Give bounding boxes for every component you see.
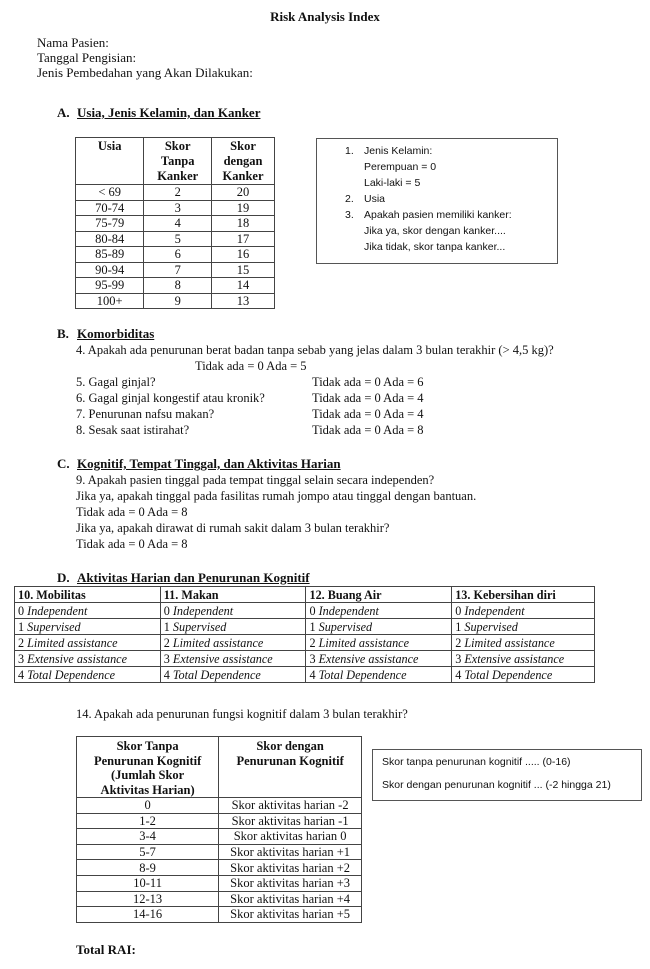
cell-score-no-cancer: 7 (144, 262, 212, 278)
col-header-mobilitas: 10. Mobilitas (15, 587, 161, 603)
fill-date-field: Tanggal Pengisian: (37, 50, 137, 65)
table-row (76, 262, 275, 278)
cell-score-cancer: 13 (212, 293, 275, 309)
section-letter: A. (57, 105, 70, 120)
question-5: 5. Gagal ginjal? (76, 375, 156, 389)
cell-adl-sum: 1-2 (77, 813, 219, 829)
cell-adl-sum: 12-13 (77, 891, 219, 907)
question-5-scoring: Tidak ada = 0 Ada = 6 (312, 375, 424, 389)
cell-level: 4 Total Dependence (452, 667, 595, 683)
section-a-notes-box: 1. Jenis Kelamin: Perempuan = 0 Laki-laki = 5 2. Usia 3. Apakah pasien memiliki kanker: Jika ya, skor dengan kanker.... Jika tidak, skor tanpa kanker... (316, 138, 558, 264)
cell-adjusted-score: Skor aktivitas harian +3 (219, 875, 362, 891)
cell-level: 3 Extensive assistance (306, 651, 452, 667)
question-14: 14. Apakah ada penurunan fungsi kognitif dalam 3 bulan terakhir? (76, 707, 408, 721)
question-9-followup-a: Jika ya, apakah tinggal pada fasilitas rumah jompo atau tinggal dengan bantuan. (76, 489, 477, 503)
section-a-heading (57, 105, 260, 121)
surgery-type-field: Jenis Pembedahan yang Akan Dilakukan: (37, 65, 253, 80)
cell-age: 100+ (76, 293, 144, 309)
cell-score-cancer: 20 (212, 185, 275, 201)
cell-level: 4 Total Dependence (15, 667, 161, 683)
cell-adl-sum: 3-4 (77, 829, 219, 845)
cell-score-no-cancer: 6 (144, 247, 212, 263)
question-9: 9. Apakah pasien tinggal pada tempat tinggal selain secara independen? (76, 473, 435, 487)
question-6-scoring: Tidak ada = 0 Ada = 4 (312, 391, 424, 405)
cell-adjusted-score: Skor aktivitas harian +4 (219, 891, 362, 907)
cell-level: 4 Total Dependence (306, 667, 452, 683)
cell-score-cancer: 18 (212, 216, 275, 232)
cell-level: 3 Extensive assistance (452, 651, 595, 667)
table-row (76, 293, 275, 309)
table-header-row (15, 587, 595, 603)
cell-level: 0 Independent (306, 603, 452, 619)
table-row (15, 667, 595, 683)
question-4: 4. Apakah ada penurunan berat badan tanpa sebab yang jelas dalam 3 bulan terakhir (> 4,5 kg)? (76, 343, 554, 357)
cell-score-no-cancer: 2 (144, 185, 212, 201)
cell-age: 85-89 (76, 247, 144, 263)
table-header-row (76, 138, 275, 185)
cognitive-summary-box (372, 749, 642, 801)
cell-score-no-cancer: 5 (144, 231, 212, 247)
cell-score-cancer: 17 (212, 231, 275, 247)
cell-level: 1 Supervised (160, 619, 306, 635)
section-d-heading (57, 570, 310, 586)
cell-score-no-cancer: 3 (144, 200, 212, 216)
cell-level: 0 Independent (160, 603, 306, 619)
cell-score-cancer: 15 (212, 262, 275, 278)
cell-score-no-cancer: 4 (144, 216, 212, 232)
cell-adjusted-score: Skor aktivitas harian -1 (219, 813, 362, 829)
table-row (76, 200, 275, 216)
table-row (77, 813, 362, 829)
cognitive-score-table (76, 736, 362, 923)
summary-line-with-decline: Skor dengan penurunan kognitif ... (-2 hingga 21) (382, 779, 611, 791)
table-row (76, 247, 275, 263)
table-row (76, 231, 275, 247)
table-row (15, 603, 595, 619)
table-row (15, 635, 595, 651)
col-header-makan: 11. Makan (160, 587, 306, 603)
table-row (77, 907, 362, 923)
cell-age: < 69 (76, 185, 144, 201)
col-header-buang-air: 12. Buang Air (306, 587, 452, 603)
cell-adjusted-score: Skor aktivitas harian +5 (219, 907, 362, 923)
cell-level: 1 Supervised (452, 619, 595, 635)
question-7-scoring: Tidak ada = 0 Ada = 4 (312, 407, 424, 421)
col-header-usia: Usia (76, 138, 144, 185)
table-row (15, 619, 595, 635)
cell-score-no-cancer: 8 (144, 278, 212, 294)
cell-score-cancer: 19 (212, 200, 275, 216)
table-row (77, 860, 362, 876)
cell-level: 1 Supervised (15, 619, 161, 635)
cell-age: 75-79 (76, 216, 144, 232)
question-8-scoring: Tidak ada = 0 Ada = 8 (312, 423, 424, 437)
cell-age: 80-84 (76, 231, 144, 247)
table-row (76, 278, 275, 294)
col-header-skor-dengan-penurunan: Skor dengan Penurunan Kognitif (219, 737, 362, 798)
question-9-scoring-b: Tidak ada = 0 Ada = 8 (76, 537, 188, 551)
col-header-skor-dengan-kanker: Skor dengan Kanker (212, 138, 275, 185)
cell-level: 2 Limited assistance (306, 635, 452, 651)
table-row (77, 829, 362, 845)
summary-line-without-decline: Skor tanpa penurunan kognitif ..... (0-16) (382, 756, 571, 768)
question-9-scoring-a: Tidak ada = 0 Ada = 8 (76, 505, 188, 519)
cell-level: 3 Extensive assistance (160, 651, 306, 667)
cell-level: 4 Total Dependence (160, 667, 306, 683)
table-row (77, 891, 362, 907)
table-row (77, 798, 362, 814)
cell-level: 0 Independent (15, 603, 161, 619)
cell-level: 2 Limited assistance (160, 635, 306, 651)
section-letter: D. (57, 570, 70, 585)
section-title: Usia, Jenis Kelamin, dan Kanker (77, 105, 261, 120)
document-title: Risk Analysis Index (270, 9, 380, 24)
cell-adl-sum: 10-11 (77, 875, 219, 891)
table-row (15, 651, 595, 667)
cell-age: 95-99 (76, 278, 144, 294)
total-rai-label: Total RAI: (76, 942, 136, 957)
table-row (77, 875, 362, 891)
cell-adl-sum: 5-7 (77, 844, 219, 860)
col-header-skor-tanpa-penurunan: Skor Tanpa Penurunan Kognitif (Jumlah Skor Aktivitas Harian) (77, 737, 219, 798)
question-7: 7. Penurunan nafsu makan? (76, 407, 215, 421)
cell-level: 0 Independent (452, 603, 595, 619)
section-letter: B. (57, 326, 69, 341)
cell-adl-sum: 0 (77, 798, 219, 814)
cell-adjusted-score: Skor aktivitas harian +2 (219, 860, 362, 876)
cell-age: 90-94 (76, 262, 144, 278)
cell-adjusted-score: Skor aktivitas harian +1 (219, 844, 362, 860)
question-8: 8. Sesak saat istirahat? (76, 423, 190, 437)
col-header-skor-tanpa-kanker: Skor Tanpa Kanker (144, 138, 212, 185)
cell-level: 2 Limited assistance (15, 635, 161, 651)
section-title: Aktivitas Harian dan Penurunan Kognitif (77, 570, 310, 585)
table-header-row (77, 737, 362, 798)
cell-score-cancer: 14 (212, 278, 275, 294)
cell-age: 70-74 (76, 200, 144, 216)
cell-level: 2 Limited assistance (452, 635, 595, 651)
col-header-kebersihan-diri: 13. Kebersihan diri (452, 587, 595, 603)
cell-level: 3 Extensive assistance (15, 651, 161, 667)
section-title: Komorbiditas (77, 326, 155, 341)
section-c-heading (57, 456, 341, 472)
age-score-table (75, 137, 275, 309)
cell-adjusted-score: Skor aktivitas harian -2 (219, 798, 362, 814)
cell-score-no-cancer: 9 (144, 293, 212, 309)
table-row (76, 216, 275, 232)
question-4-scoring: Tidak ada = 0 Ada = 5 (195, 359, 307, 373)
cell-level: 1 Supervised (306, 619, 452, 635)
table-row (77, 844, 362, 860)
cell-adjusted-score: Skor aktivitas harian 0 (219, 829, 362, 845)
section-title: Kognitif, Tempat Tinggal, dan Aktivitas Harian (77, 456, 341, 471)
cell-adl-sum: 8-9 (77, 860, 219, 876)
patient-name-field: Nama Pasien: (37, 35, 109, 50)
cell-score-cancer: 16 (212, 247, 275, 263)
question-9-followup-b: Jika ya, apakah dirawat di rumah sakit dalam 3 bulan terakhir? (76, 521, 390, 535)
table-row (76, 185, 275, 201)
question-6: 6. Gagal ginjal kongestif atau kronik? (76, 391, 265, 405)
section-b-heading (57, 326, 154, 342)
section-letter: C. (57, 456, 70, 471)
daily-activity-table (14, 586, 595, 683)
cell-adl-sum: 14-16 (77, 907, 219, 923)
